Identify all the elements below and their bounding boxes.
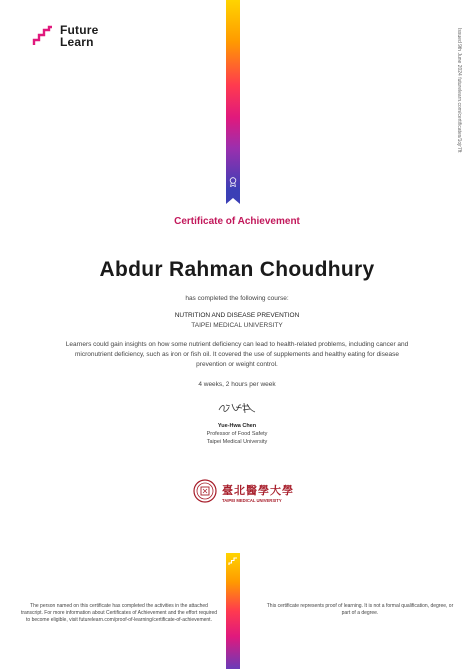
course-name: NUTRITION AND DISEASE PREVENTION [174, 312, 300, 319]
signatory-name: Yue-Hwa Chen [217, 423, 257, 429]
completed-text: has completed the following course: [185, 295, 289, 302]
footer-right-text: This certificate represents proof of learning. It is not a formal qualification, degree, or part of a degree. [266, 603, 454, 616]
recipient-name: Abdur Rahman Choudhury [99, 258, 375, 281]
logo-text-line1: Future [60, 23, 99, 37]
signature-image [216, 400, 258, 416]
logo-text-line2: Learn [60, 35, 94, 49]
futurelearn-stairs-icon [228, 556, 238, 566]
course-duration: 4 weeks, 2 hours per week [198, 381, 276, 388]
logo-text [60, 24, 99, 48]
futurelearn-logo-icon [32, 25, 54, 47]
certificate-title: Certificate of Achievement [174, 216, 300, 227]
signatory-organization: Taipei Medical University [206, 439, 268, 445]
award-badge-icon [229, 177, 237, 187]
ribbon-bottom [226, 553, 240, 669]
footer-left-text: The person named on this certificate has completed the activities in the attached transcript. For more information about Certificates of Achievement and the effort required to become eligible, visit futurelearn.com/proof-of-learning/certificate-of-achievement. [20, 603, 218, 623]
issue-info-vertical: Issued 9th June 2024 futurelearn.com/certificates/1ojr7ft [456, 28, 462, 153]
course-description: Learners could gain insights on how some nutrient deficiency can lead to health-related problems, including cancer and micronutrient deficiency, such as iron or fish oil. It covered the use of supplements and healthy eating for disease prevention or weight control. [65, 341, 409, 368]
signatory-title: Professor of Food Safety [206, 431, 268, 437]
ribbon-tail [226, 190, 240, 204]
futurelearn-logo [32, 24, 99, 48]
university-logo-chinese: 臺北醫學大學 [222, 485, 294, 497]
university-seal-icon [193, 479, 217, 503]
ribbon-top [226, 0, 240, 190]
course-university: TAIPEI MEDICAL UNIVERSITY [191, 322, 283, 329]
university-logo-english: TAIPEI MEDICAL UNIVERSITY [222, 498, 282, 503]
